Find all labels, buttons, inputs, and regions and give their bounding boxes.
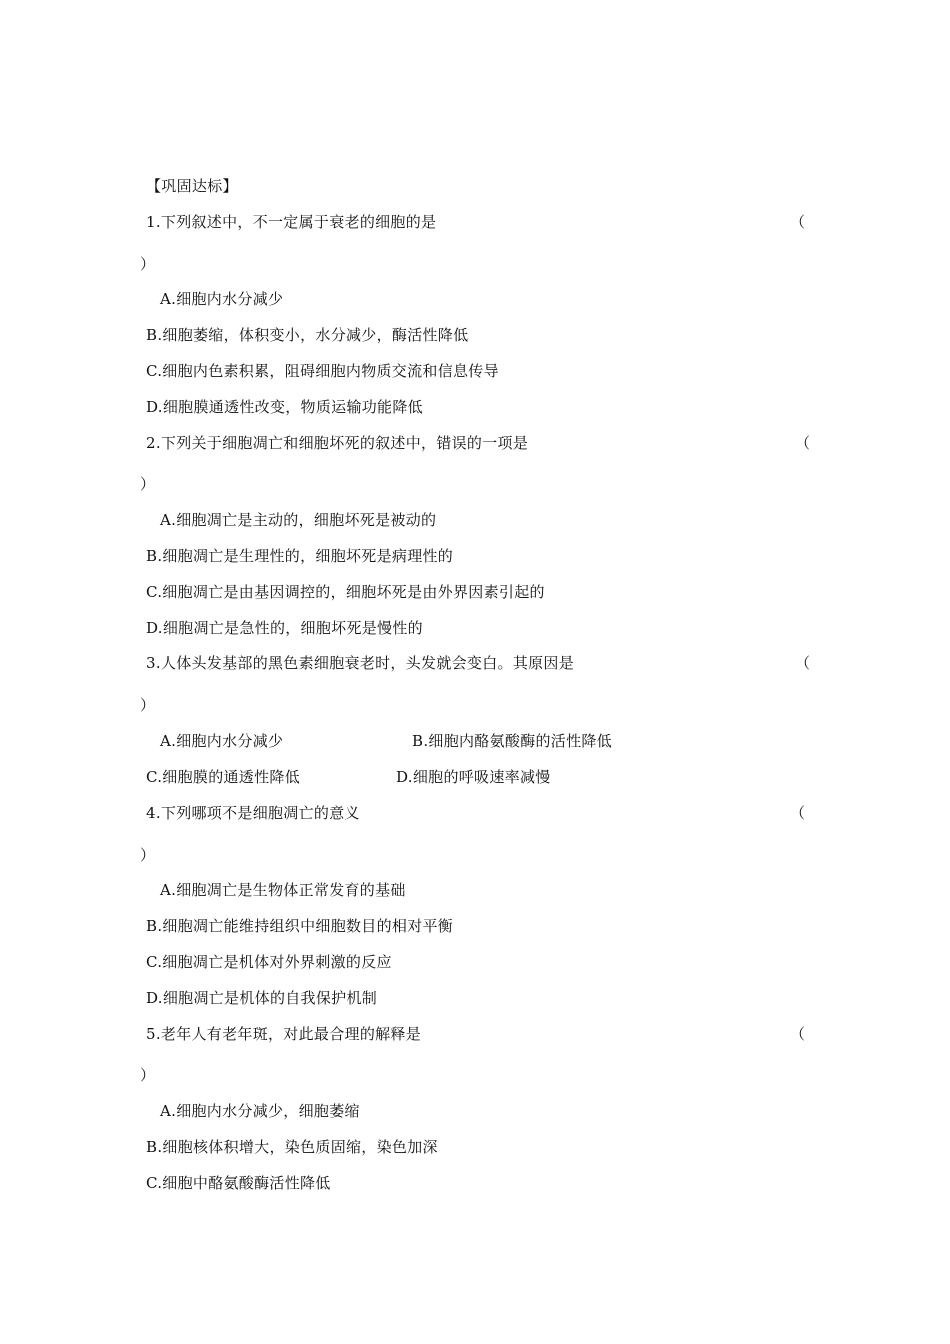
question-3-stem: 3.人体头发基部的黑色素细胞衰老时，头发就会变白。其原因是 (146, 654, 575, 672)
question-3-option-a: A.细胞内水分减少 (160, 732, 284, 750)
question-2-answer-paren-open: （ (795, 434, 811, 452)
question-4-option-a: A.细胞凋亡是生物体正常发育的基础 (160, 881, 406, 899)
question-4-option-b: B.细胞凋亡能维持组织中细胞数目的相对平衡 (146, 917, 454, 935)
question-1-answer-paren-open: （ (790, 213, 806, 231)
question-1-option-a: A.细胞内水分减少 (160, 290, 284, 308)
question-2-stem: 2.下列关于细胞凋亡和细胞坏死的叙述中，错误的一项是 (146, 434, 529, 452)
question-1-stem: 1.下列叙述中，不一定属于衰老的细胞的是 (146, 213, 437, 231)
question-3-option-b: B.细胞内酪氨酸酶的活性降低 (412, 732, 612, 750)
question-4-stem: 4.下列哪项不是细胞凋亡的意义 (146, 804, 360, 822)
question-5-stem: 5.老年人有老年斑，对此最合理的解释是 (146, 1025, 422, 1043)
question-5-option-c: C.细胞中酪氨酸酶活性降低 (146, 1174, 331, 1192)
question-4-option-d: D.细胞凋亡是机体的自我保护机制 (146, 989, 378, 1007)
question-3-answer-paren-close: ） (140, 696, 156, 714)
question-2-option-a: A.细胞凋亡是主动的，细胞坏死是被动的 (160, 511, 437, 529)
question-2-option-b: B.细胞凋亡是生理性的，细胞坏死是病理性的 (146, 547, 454, 565)
question-1-option-b: B.细胞萎缩，体积变小，水分减少，酶活性降低 (146, 326, 469, 344)
question-1-answer-paren-close: ） (140, 255, 156, 273)
question-5-answer-paren-close: ） (140, 1066, 156, 1084)
question-2-option-d: D.细胞凋亡是急性的，细胞坏死是慢性的 (146, 619, 423, 637)
question-5-answer-paren-open: （ (790, 1025, 806, 1043)
question-3-option-d: D.细胞的呼吸速率减慢 (396, 768, 551, 786)
question-4-answer-paren-open: （ (790, 804, 806, 822)
question-2-option-c: C.细胞凋亡是由基因调控的，细胞坏死是由外界因素引起的 (146, 583, 545, 601)
section-title: 【巩固达标】 (146, 177, 238, 195)
question-3-answer-paren-open: （ (795, 654, 811, 672)
question-4-option-c: C.细胞凋亡是机体对外界刺激的反应 (146, 953, 392, 971)
question-1-option-d: D.细胞膜通透性改变，物质运输功能降低 (146, 398, 423, 416)
question-4-answer-paren-close: ） (140, 846, 156, 864)
question-5-option-a: A.细胞内水分减少，细胞萎缩 (160, 1102, 360, 1120)
question-5-option-b: B.细胞核体积增大，染色质固缩，染色加深 (146, 1138, 438, 1156)
question-3-option-c: C.细胞膜的通透性降低 (146, 768, 301, 786)
question-2-answer-paren-close: ） (140, 475, 156, 493)
question-1-option-c: C.细胞内色素积累，阻碍细胞内物质交流和信息传导 (146, 362, 499, 380)
